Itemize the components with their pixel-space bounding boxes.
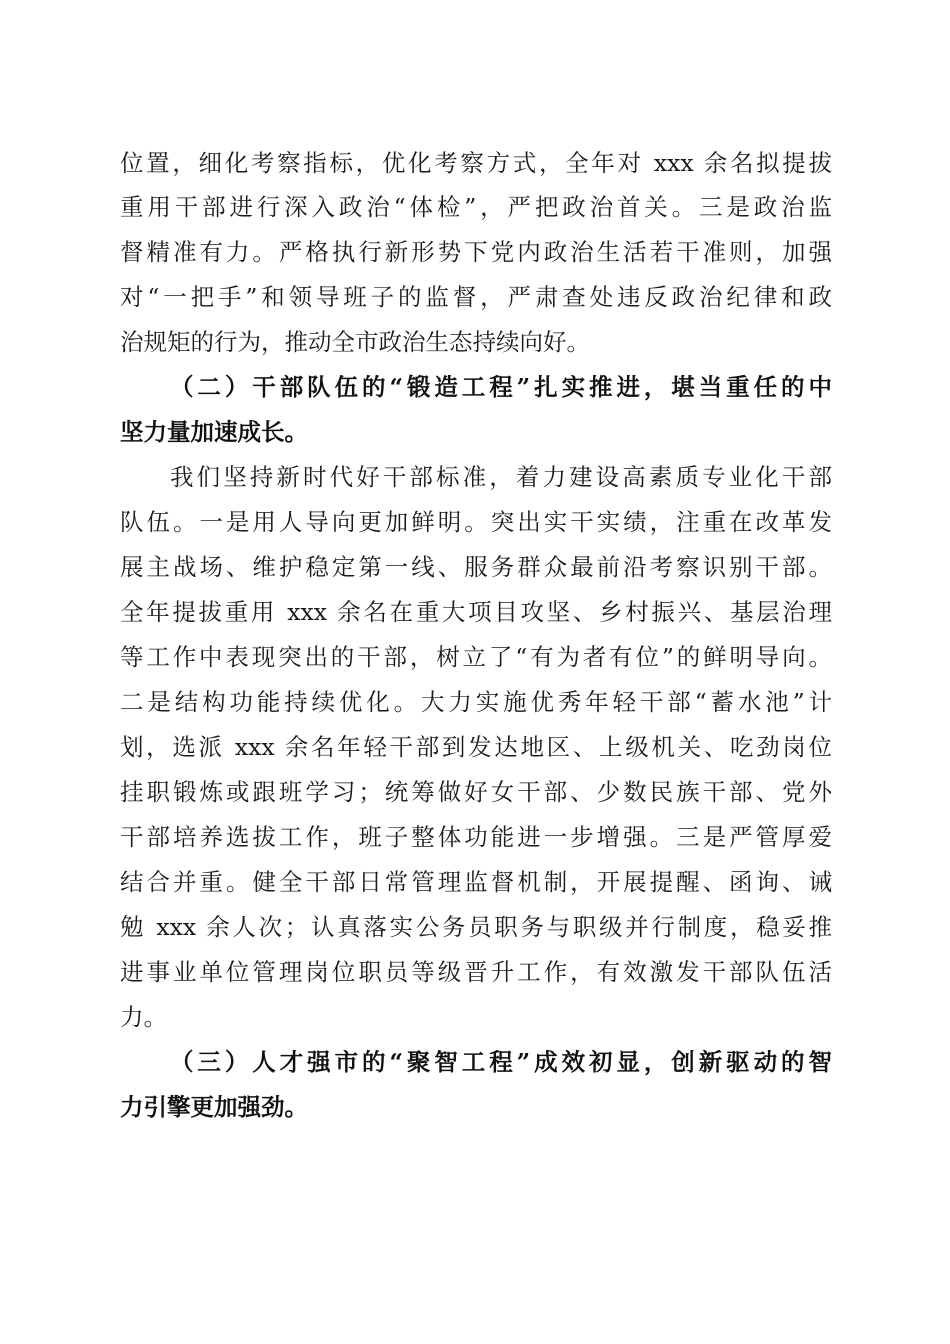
text-line: 勉 xxx 余人次；认真落实公务员职务与职级并行制度，稳妥推 — [120, 913, 832, 941]
text-line: 展主战场、维护稳定第一线、服务群众最前沿考察识别干部。 — [120, 553, 832, 581]
text-line: 对“一把手”和领导班子的监督，严肃查处违反政治纪律和政 — [120, 283, 832, 311]
text-line: 进事业单位管理岗位职员等级晋升工作，有效激发干部队伍活 — [120, 958, 832, 986]
paragraph-start: 我们坚持新时代好干部标准，着力建设高素质专业化干部 — [170, 463, 832, 491]
text-line: 队伍。一是用人导向更加鲜明。突出实干实绩，注重在改革发 — [120, 508, 832, 536]
section-heading-2-cont: 坚力量加速成长。 — [120, 418, 308, 446]
text-line: 干部培养选拔工作，班子整体功能进一步增强。三是严管厚爱 — [120, 823, 832, 851]
text-line: 全年提拔重用 xxx 余名在重大项目攻坚、乡村振兴、基层治理 — [120, 598, 832, 626]
text-line: 重用干部进行深入政治“体检”，严把政治首关。三是政治监 — [120, 193, 832, 221]
text-line: 二是结构功能持续优化。大力实施优秀年轻干部“蓄水池”计 — [120, 688, 832, 716]
text-line: 治规矩的行为，推动全市政治生态持续向好。 — [120, 328, 590, 356]
section-heading-2: （二）干部队伍的“锻造工程”扎实推进，堪当重任的中 — [170, 373, 832, 401]
text-line: 位置，细化考察指标，优化考察方式，全年对 xxx 余名拟提拔 — [120, 149, 832, 177]
text-line: 结合并重。健全干部日常管理监督机制，开展提醒、函询、诫 — [120, 868, 832, 896]
text-line: 挂职锻炼或跟班学习；统筹做好女干部、少数民族干部、党外 — [120, 778, 832, 806]
section-heading-3-cont: 力引擎更加强劲。 — [120, 1093, 308, 1121]
section-heading-3: （三）人才强市的“聚智工程”成效初显，创新驱动的智 — [170, 1048, 832, 1076]
text-line: 划，选派 xxx 余名年轻干部到发达地区、上级机关、吃劲岗位 — [120, 733, 832, 761]
text-line: 等工作中表现突出的干部，树立了“有为者有位”的鲜明导向。 — [120, 643, 832, 671]
text-line: 力。 — [120, 1003, 167, 1031]
text-line: 督精准有力。严格执行新形势下党内政治生活若干准则，加强 — [120, 238, 832, 266]
